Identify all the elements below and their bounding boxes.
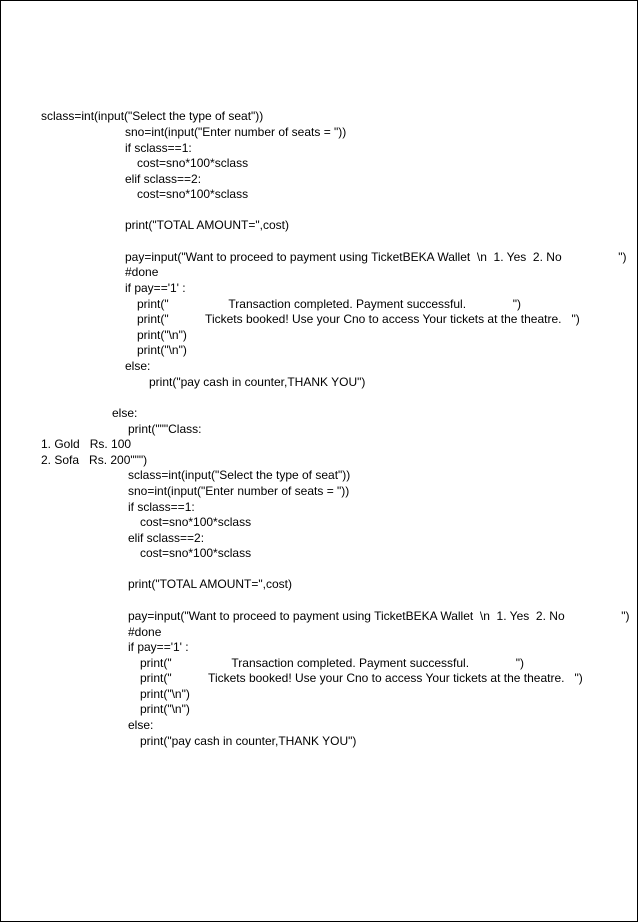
code-line: elif sclass==2:: [125, 172, 202, 186]
code-line: print("\n"): [137, 343, 187, 357]
code-line: print(" Tickets booked! Use your Cno to access Your tickets at the theatre. "): [140, 671, 583, 685]
code-line: print("TOTAL AMOUNT=",cost): [128, 577, 292, 591]
code-line: else:: [125, 359, 151, 373]
code-line: if sclass==1:: [128, 500, 195, 514]
code-line: sno=int(input("Enter number of seats = ")): [128, 484, 350, 498]
code-line: print("TOTAL AMOUNT=",cost): [125, 218, 289, 232]
code-line: print("\n"): [137, 328, 187, 342]
code-line: if pay=='1' :: [128, 640, 189, 654]
code-line: print("pay cash in counter,THANK YOU"): [149, 375, 366, 389]
code-line: cost=sno*100*sclass: [137, 156, 249, 170]
code-line: 1. Gold Rs. 100: [41, 437, 132, 451]
code-line: if sclass==1:: [125, 141, 192, 155]
code-line: sno=int(input("Enter number of seats = ")): [125, 125, 347, 139]
code-line: print(" Transaction completed. Payment successful. "): [140, 656, 524, 670]
code-line: else:: [112, 406, 138, 420]
code-line: sclass=int(input("Select the type of seat")): [41, 109, 264, 123]
code-line: if pay=='1' :: [125, 281, 186, 295]
code-line: cost=sno*100*sclass: [140, 515, 252, 529]
code-line: cost=sno*100*sclass: [140, 546, 252, 560]
code-line: elif sclass==2:: [128, 531, 205, 545]
code-line: print("\n"): [140, 687, 190, 701]
code-line: sclass=int(input("Select the type of seat")): [128, 468, 351, 482]
code-line: #done: [128, 625, 162, 639]
code-line: pay=input("Want to proceed to payment using TicketBEKA Wallet \n 1. Yes 2. No "): [125, 250, 627, 264]
code-line: #done: [125, 265, 159, 279]
code-line: else:: [128, 718, 154, 732]
code-line: print("""Class:: [128, 422, 202, 436]
code-line: cost=sno*100*sclass: [137, 187, 249, 201]
code-line: 2. Sofa Rs. 200"""): [41, 453, 148, 467]
code-line: print(" Transaction completed. Payment successful. "): [137, 297, 521, 311]
code-line: print(" Tickets booked! Use your Cno to access Your tickets at the theatre. "): [137, 312, 580, 326]
code-line: print("\n"): [140, 702, 190, 716]
code-line: pay=input("Want to proceed to payment using TicketBEKA Wallet \n 1. Yes 2. No "): [128, 609, 630, 623]
code-line: print("pay cash in counter,THANK YOU"): [140, 734, 357, 748]
